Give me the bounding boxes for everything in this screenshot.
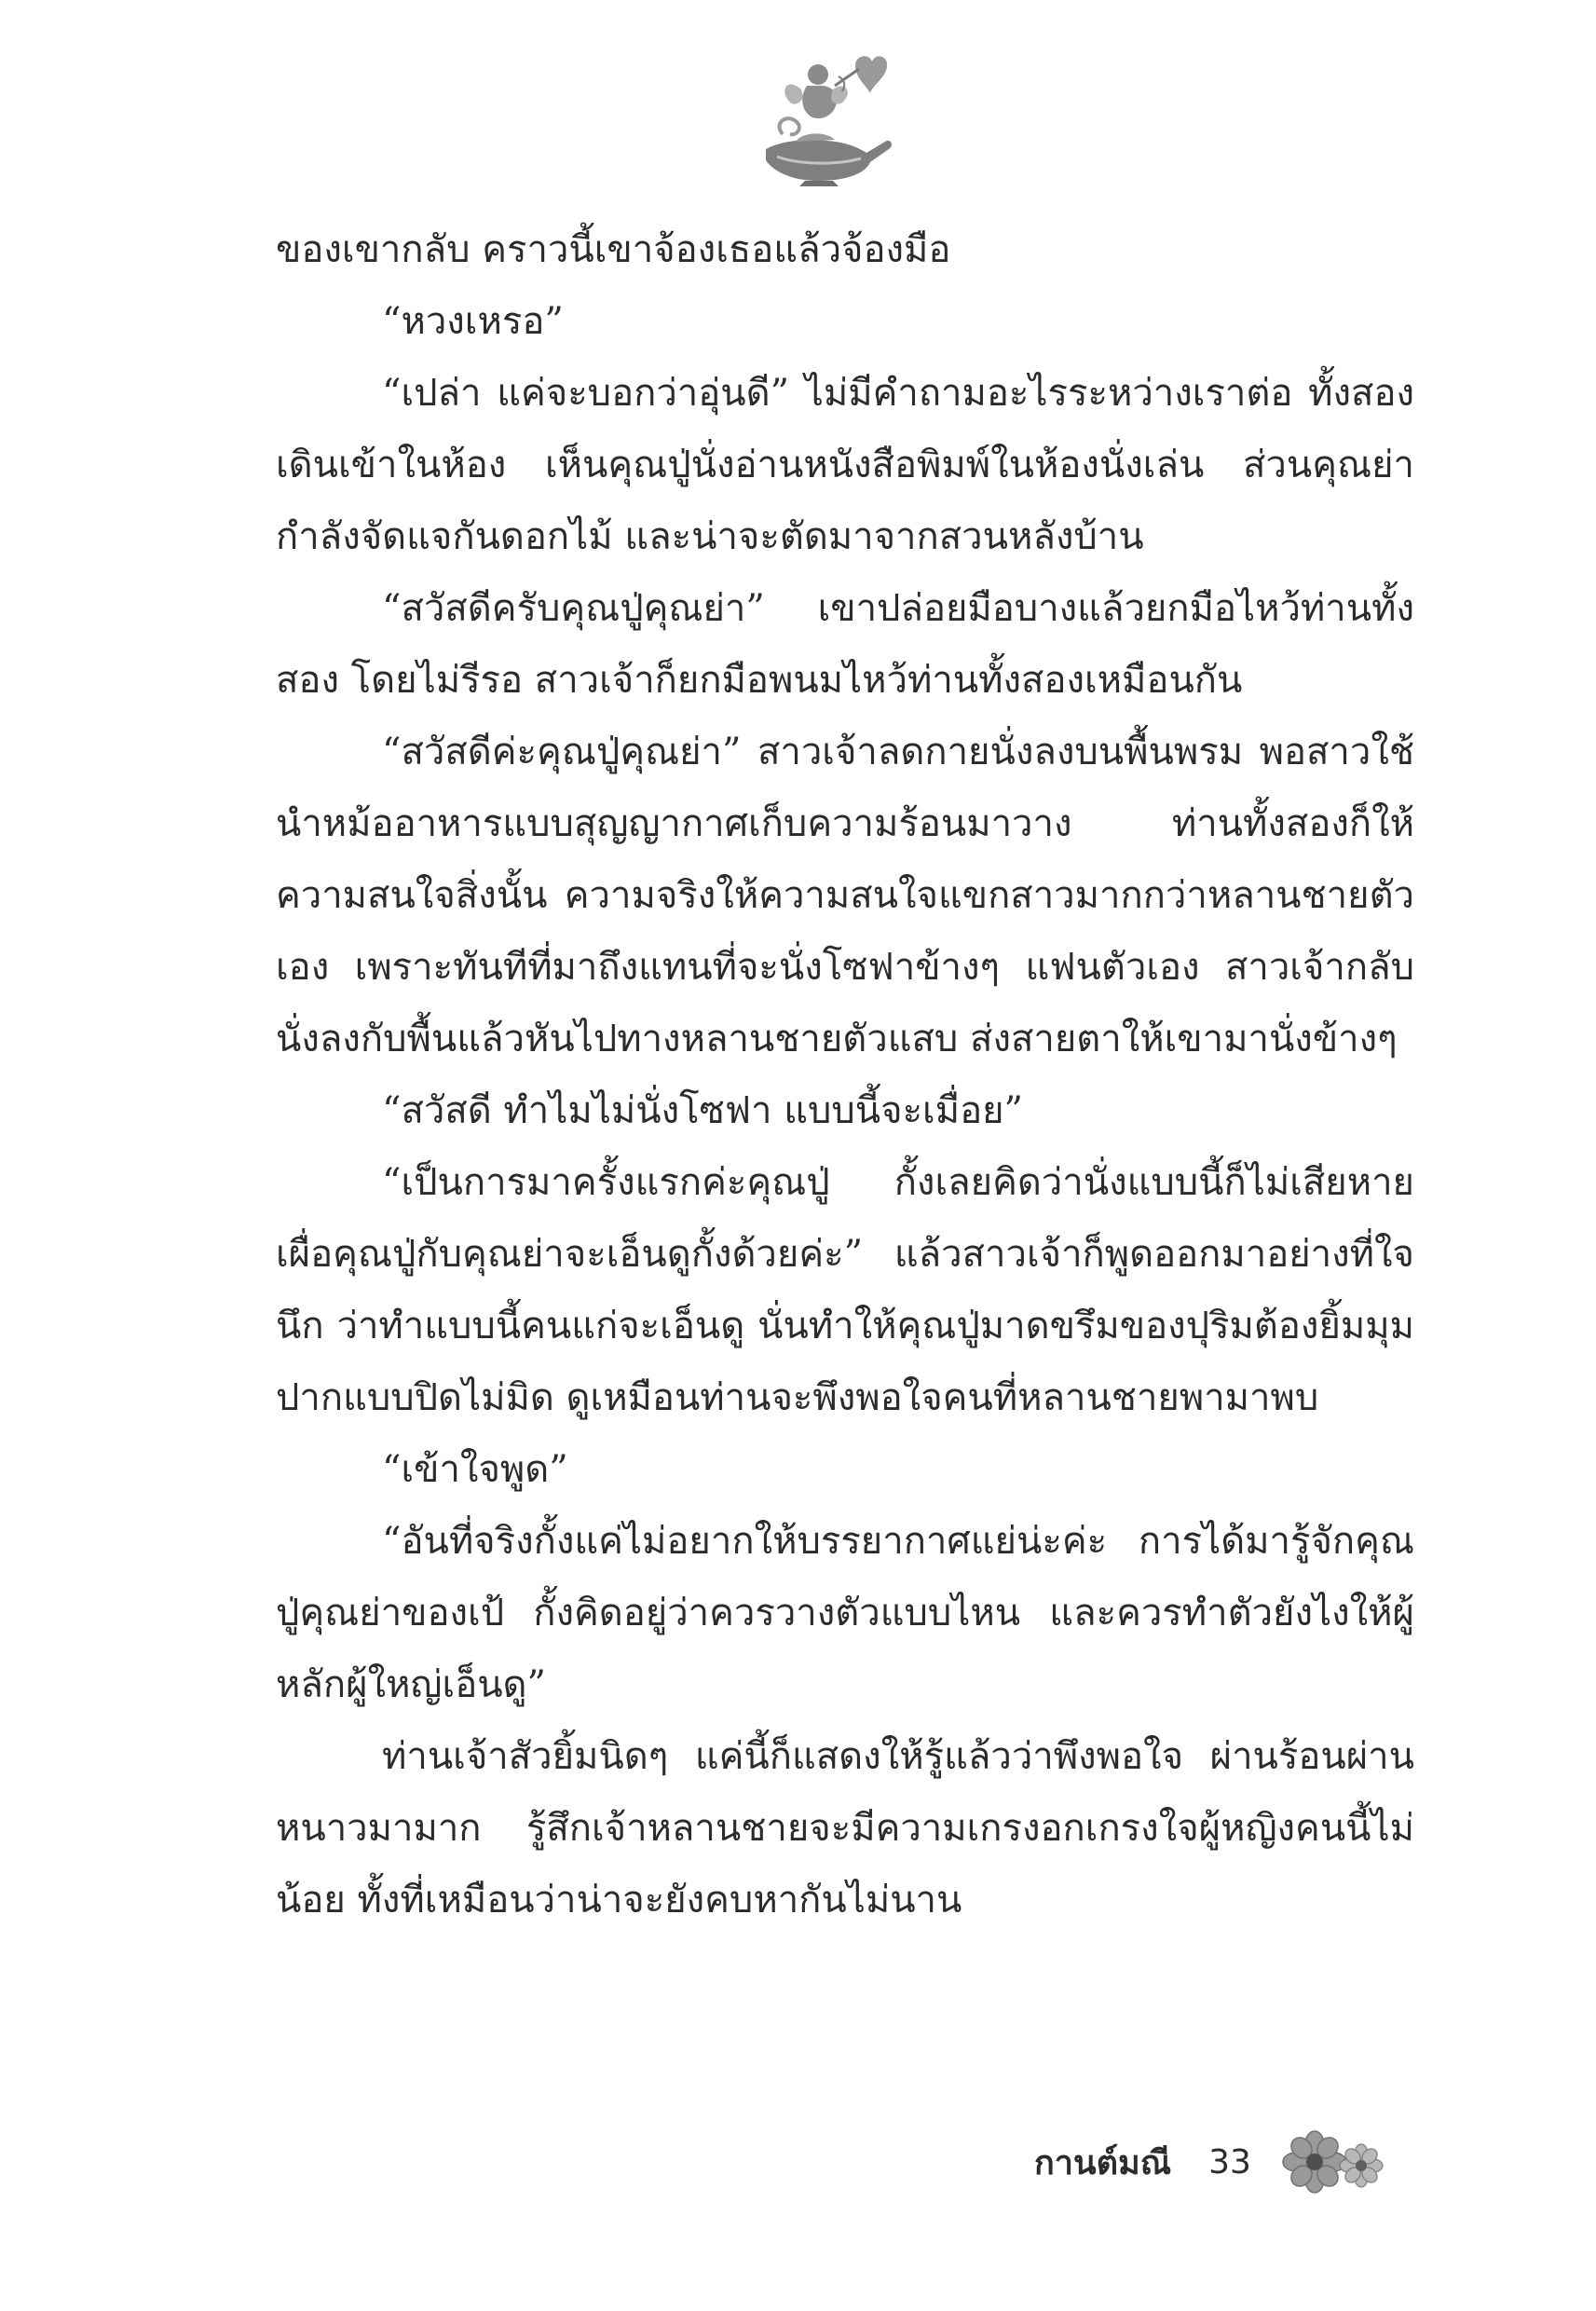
teapot-cupid-ornament-icon xyxy=(745,48,904,188)
paragraph: “อันที่จริงกั้งแค่ไม่อยากให้บรรยากาศแย่น่ะค่ะ การได้มารู้จักคุณปู่คุณย่าของเป้ กั้งคิดอยู่ว่าควรวางตัวแบบไหน และควรทำตัวยังไงให้ผู้หลักผู้ใหญ่เอ็นดู” xyxy=(276,1520,1414,1706)
paragraph: “สวัสดีค่ะคุณปู่คุณย่า” สาวเจ้าลดกายนั่งลงบนพื้นพรม พอสาวใช้นำหม้ออาหารแบบสุญญากาศเก็บความร้อนมาวาง ท่านทั้งสองก็ให้ความสนใจสิ่งนั้น ความจริงให้ความสนใจแขกสาวมากกว่าหลานชายตัวเอง เพราะทันทีที่มาถึงแทนที่จะนั่งโซฟาข้างๆ แฟนตัวเอง สาวเจ้ากลับนั่งลงกับพื้นแล้วหันไปทางหลานชายตัวแสบ ส่งสายตาให้เขามานั่งข้างๆ xyxy=(276,731,1414,1060)
paragraph: ท่านเจ้าสัวยิ้มนิดๆ แค่นี้ก็แสดงให้รู้แล้วว่าพึงพอใจ ผ่านร้อนผ่านหนาวมามาก รู้สึกเจ้าหลานชายจะมีความเกรงอกเกรงใจผู้หญิงคนนี้ไม่น้อย ทั้งที่เหมือนว่าน่าจะยังคบหากันไม่นาน xyxy=(276,1735,1414,1921)
paragraph: “สวัสดี ทำไมไม่นั่งโซฟา แบบนี้จะเมื่อย” xyxy=(382,1089,1024,1132)
paragraph: ของเขากลับ คราวนี้เขาจ้องเธอแล้วจ้องมือ xyxy=(276,228,951,271)
paragraph: “เข้าใจพูด” xyxy=(382,1448,568,1491)
page-footer xyxy=(1034,2129,1387,2195)
paragraph: “สวัสดีครับคุณปู่คุณย่า” เขาปล่อยมือบางแล้วยกมือไหว้ท่านทั้งสอง โดยไม่รีรอ สาวเจ้าก็ยกมือพนมไหว้ท่านทั้งสองเหมือนกัน xyxy=(276,587,1414,702)
paragraph: “เป็นการมาครั้งแรกค่ะคุณปู่ กั้งเลยคิดว่านั่งแบบนี้ก็ไม่เสียหายเผื่อคุณปู่กับคุณย่าจะเอ็นดูกั้งด้วยค่ะ” แล้วสาวเจ้าก็พูดออกมาอย่างที่ใจนึก ว่าทำแบบนี้คนแก่จะเอ็นดู นั่นทำให้คุณปู่มาดขรึมของปุริมต้องยิ้มมุมปากแบบปิดไม่มิด ดูเหมือนท่านจะพึงพอใจคนที่หลานชายพามาพบ xyxy=(276,1161,1414,1419)
body-text xyxy=(276,214,1414,1936)
page-number: 33 xyxy=(1208,2142,1251,2181)
book-title: กานต์มณี xyxy=(1034,2143,1172,2182)
flower-ornament-icon xyxy=(1275,2129,1387,2195)
paragraph: “หวงเหรอ” xyxy=(382,300,564,343)
paragraph: “เปล่า แค่จะบอกว่าอุ่นดี” ไม่มีคำถามอะไรระหว่างเราต่อ ทั้งสองเดินเข้าในห้อง เห็นคุณปู่นั่งอ่านหนังสือพิมพ์ในห้องนั่งเล่น ส่วนคุณย่ากำลังจัดแจกันดอกไม้ และน่าจะตัดมาจากสวนหลังบ้าน xyxy=(276,372,1414,558)
